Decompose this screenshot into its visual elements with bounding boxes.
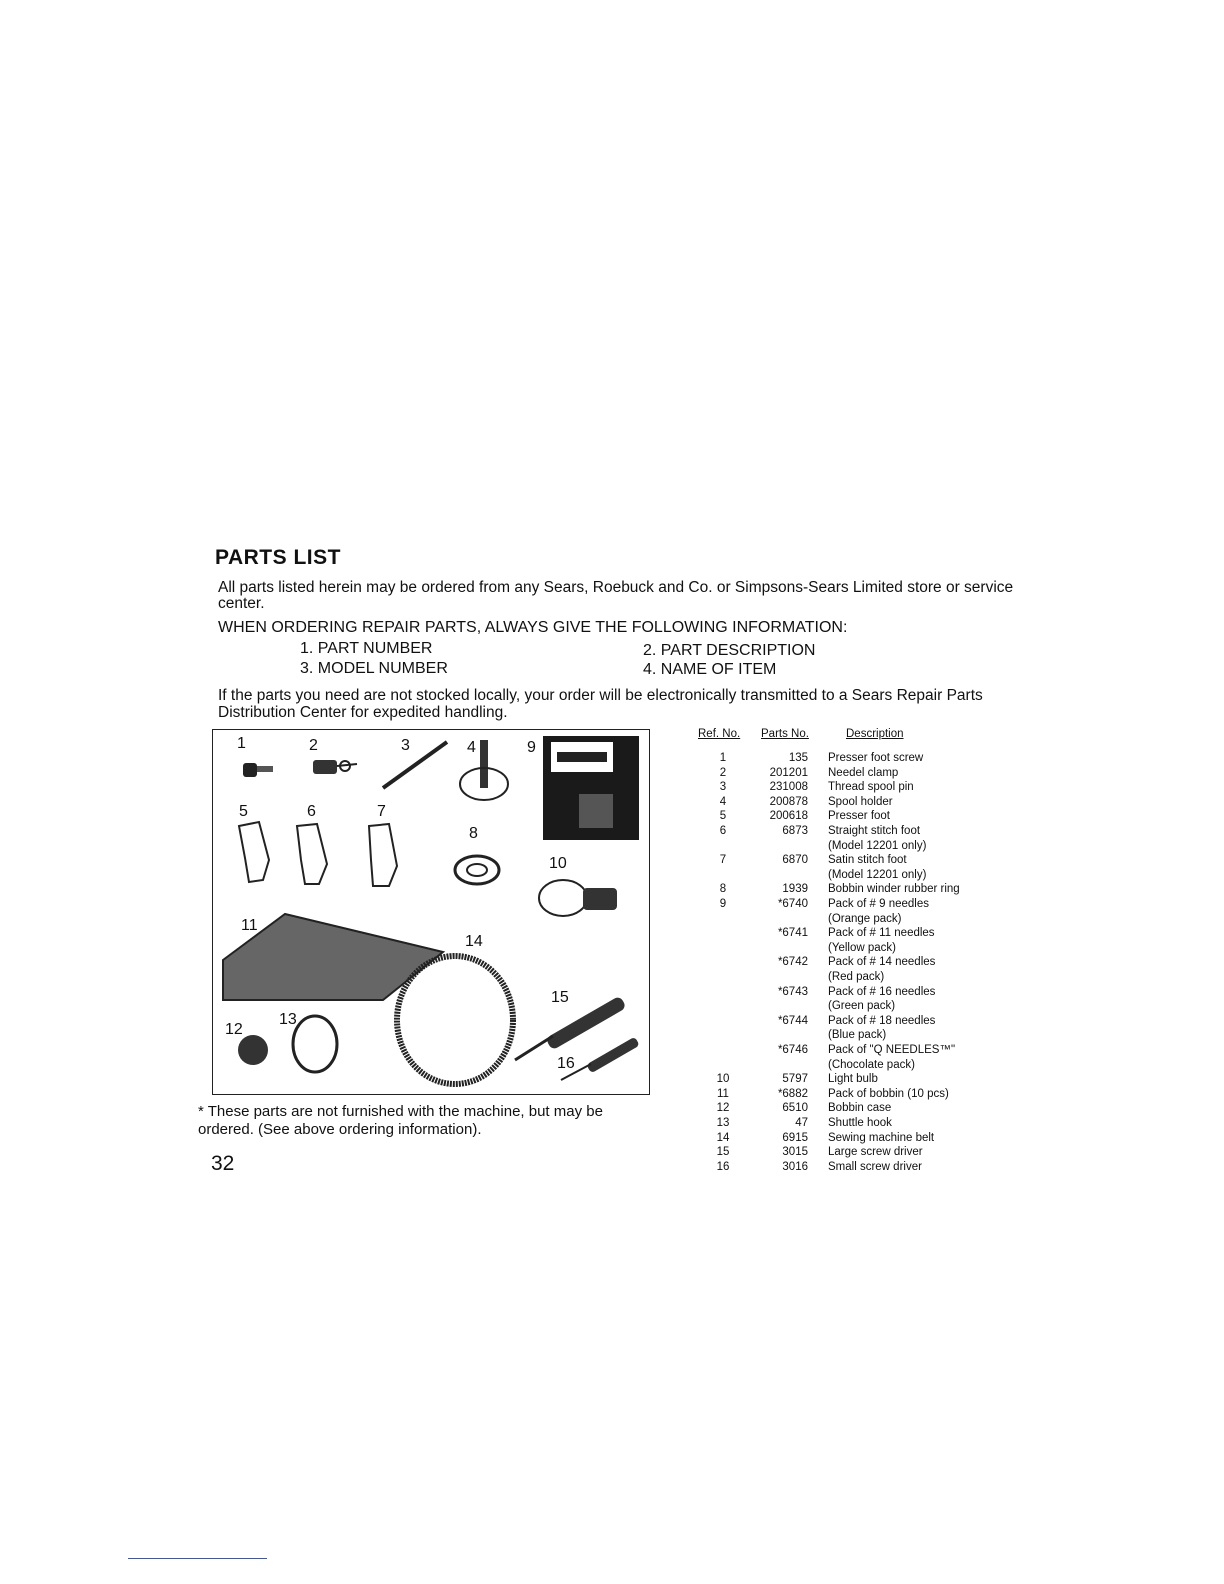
table-row xyxy=(690,955,1020,969)
ref-no-cell: 12 xyxy=(716,1102,730,1115)
footer-rule xyxy=(128,1558,267,1559)
parts-drawing xyxy=(213,730,651,1096)
label-15: 15 xyxy=(551,989,569,1006)
parts-no-cell: *6742 xyxy=(777,956,808,969)
label-11: 11 xyxy=(241,917,258,934)
description-cell: Bobbin winder rubber ring xyxy=(828,883,960,896)
ref-no-cell: 16 xyxy=(716,1160,730,1173)
table-row xyxy=(690,999,1020,1013)
bobbin-case-drawing xyxy=(238,1035,268,1065)
description-cell: Pack of bobbin (10 pcs) xyxy=(828,1087,949,1100)
ordering-instruction: WHEN ORDERING REPAIR PARTS, ALWAYS GIVE THE FOLLOWING INFORMATION: xyxy=(218,619,848,636)
description-cell: Sewing machine belt xyxy=(828,1131,935,1144)
large-screwdriver-drawing xyxy=(515,995,627,1060)
label-16: 16 xyxy=(557,1055,575,1072)
light-bulb-drawing xyxy=(539,880,617,916)
parts-no-cell: 3016 xyxy=(782,1160,808,1173)
description-cell: Pack of # 11 needles xyxy=(828,927,935,940)
table-row xyxy=(690,1028,1020,1042)
description-cell: Needel clamp xyxy=(828,766,899,779)
description-cell: (Orange pack) xyxy=(828,912,902,925)
not-stocked-text: If the parts you need are not stocked locally, your order will be electronically transmitted to a Sears Repair Parts Distribution Center for expedited handling. xyxy=(218,687,983,721)
table-row xyxy=(690,824,1020,838)
label-7: 7 xyxy=(377,803,386,820)
presser-feet-drawing xyxy=(239,822,397,886)
description-cell: Straight stitch foot xyxy=(828,825,921,837)
parts-no-cell: 6510 xyxy=(782,1102,808,1115)
parts-no-cell: *6882 xyxy=(777,1087,808,1100)
description-cell: (Red pack) xyxy=(828,971,885,983)
table-row xyxy=(690,882,1020,896)
description-cell: (Yellow pack) xyxy=(828,941,896,954)
description-cell: Pack of # 16 needles xyxy=(828,985,936,998)
table-row xyxy=(690,1101,1020,1115)
label-10: 10 xyxy=(549,855,567,872)
description-cell: Pack of # 18 needles xyxy=(828,1014,936,1027)
parts-no-cell: 47 xyxy=(795,1117,808,1129)
table-row xyxy=(690,1058,1020,1072)
ref-no-cell: 15 xyxy=(716,1146,730,1159)
parts-no-cell: 135 xyxy=(788,752,808,764)
label-1: 1 xyxy=(237,735,246,752)
spool-pin-drawing xyxy=(383,742,447,788)
table-row xyxy=(690,1131,1020,1145)
parts-no-cell: *6746 xyxy=(777,1044,808,1056)
description-cell: Pack of # 9 needles xyxy=(828,898,930,910)
ref-no-cell: 14 xyxy=(716,1131,730,1144)
label-14: 14 xyxy=(465,933,483,950)
table-row xyxy=(690,809,1020,823)
description-cell: Spool holder xyxy=(828,795,893,808)
description-cell: (Model 12201 only) xyxy=(828,839,927,852)
ref-no-cell: 2 xyxy=(719,766,727,779)
ref-no-cell: 11 xyxy=(717,1087,729,1100)
ref-no-cell: 7 xyxy=(719,854,727,867)
header-parts-no: Parts No. xyxy=(761,728,809,740)
label-4: 4 xyxy=(467,739,476,756)
belt-drawing xyxy=(397,956,513,1084)
parts-no-cell: 6873 xyxy=(782,825,808,837)
ref-no-cell: 9 xyxy=(719,898,727,910)
page-title: PARTS LIST xyxy=(215,546,341,569)
parts-no-cell: 6870 xyxy=(782,854,808,867)
description-cell: (Model 12201 only) xyxy=(828,868,927,881)
footnote: * These parts are not furnished with the machine, but may be ordered. (See above ordering information). xyxy=(198,1103,603,1138)
ref-no-cell: 6 xyxy=(719,825,727,837)
shuttle-hook-drawing xyxy=(293,1016,337,1072)
label-2: 2 xyxy=(309,737,318,754)
label-9: 9 xyxy=(527,739,536,756)
needle-pack-drawing xyxy=(543,736,639,840)
requirement-name-of-item: 4. NAME OF ITEM xyxy=(643,661,777,678)
description-cell: (Chocolate pack) xyxy=(828,1058,915,1071)
rubber-ring-drawing xyxy=(455,856,499,884)
parts-no-cell: 1939 xyxy=(782,883,808,896)
table-row xyxy=(690,941,1020,955)
description-cell: Large screw driver xyxy=(828,1146,923,1159)
table-row xyxy=(690,926,1020,940)
table-row xyxy=(690,970,1020,984)
table-row xyxy=(690,1072,1020,1086)
parts-no-cell: 3015 xyxy=(782,1146,808,1159)
parts-no-cell: 231008 xyxy=(769,781,808,794)
parts-no-cell: 6915 xyxy=(782,1131,808,1144)
table-row xyxy=(690,766,1020,780)
ref-no-cell: 4 xyxy=(719,795,727,808)
ref-no-cell: 1 xyxy=(719,752,727,764)
label-3: 3 xyxy=(401,737,410,754)
ref-no-cell: 8 xyxy=(719,883,727,896)
description-cell: Presser foot xyxy=(828,810,890,823)
description-cell: Pack of "Q NEEDLES™" xyxy=(828,1044,956,1056)
requirement-model-number: 3. MODEL NUMBER xyxy=(300,660,448,677)
table-row xyxy=(690,780,1020,794)
description-cell: Pack of # 14 needles xyxy=(828,956,936,969)
presser-foot-screw-drawing xyxy=(243,763,273,777)
header-description: Description xyxy=(846,728,904,740)
description-cell: (Blue pack) xyxy=(828,1029,887,1042)
requirement-part-number: 1. PART NUMBER xyxy=(300,640,433,657)
header-ref-no: Ref. No. xyxy=(698,728,741,740)
label-8: 8 xyxy=(469,825,478,842)
table-row xyxy=(690,1087,1020,1101)
table-row xyxy=(690,853,1020,867)
parts-no-cell: 200618 xyxy=(769,810,808,823)
description-cell: Satin stitch foot xyxy=(828,854,907,867)
label-5: 5 xyxy=(239,803,248,820)
label-13: 13 xyxy=(279,1011,297,1028)
label-6: 6 xyxy=(307,803,316,820)
table-row xyxy=(690,868,1020,882)
parts-no-cell: *6741 xyxy=(777,927,808,940)
table-row xyxy=(690,985,1020,999)
table-row xyxy=(690,795,1020,809)
parts-no-cell: 5797 xyxy=(782,1073,808,1086)
description-cell: Shuttle hook xyxy=(828,1117,892,1129)
ref-no-cell: 13 xyxy=(716,1117,730,1129)
table-row xyxy=(690,912,1020,926)
description-cell: Bobbin case xyxy=(828,1102,892,1115)
table-row xyxy=(690,839,1020,853)
description-cell: Light bulb xyxy=(828,1073,878,1086)
description-cell: Small screw driver xyxy=(828,1160,922,1173)
parts-no-cell: *6743 xyxy=(777,985,808,998)
requirement-part-description: 2. PART DESCRIPTION xyxy=(643,642,816,659)
parts-no-cell: 200878 xyxy=(769,795,808,808)
table-row xyxy=(690,1043,1020,1057)
description-cell: Presser foot screw xyxy=(828,752,924,764)
table-row xyxy=(690,751,1020,765)
parts-no-cell: *6744 xyxy=(777,1014,808,1027)
table-row xyxy=(690,1014,1020,1028)
table-row xyxy=(690,897,1020,911)
description-cell: (Green pack) xyxy=(828,1000,896,1013)
label-12: 12 xyxy=(225,1021,243,1038)
table-row xyxy=(690,1116,1020,1130)
ref-no-cell: 3 xyxy=(719,781,727,794)
description-cell: Thread spool pin xyxy=(828,781,914,794)
ref-no-cell: 10 xyxy=(716,1073,730,1086)
table-row xyxy=(690,1145,1020,1159)
parts-no-cell: 201201 xyxy=(769,766,808,779)
intro-text: All parts listed herein may be ordered from any Sears, Roebuck and Co. or Simpsons-Sears Limited store or service center. xyxy=(218,579,1014,612)
needle-clamp-drawing xyxy=(313,760,357,774)
page-number: 32 xyxy=(211,1152,235,1175)
table-row xyxy=(690,1160,1020,1174)
ref-no-cell: 5 xyxy=(719,810,727,823)
parts-no-cell: *6740 xyxy=(777,898,808,910)
parts-illustration xyxy=(212,729,650,1095)
